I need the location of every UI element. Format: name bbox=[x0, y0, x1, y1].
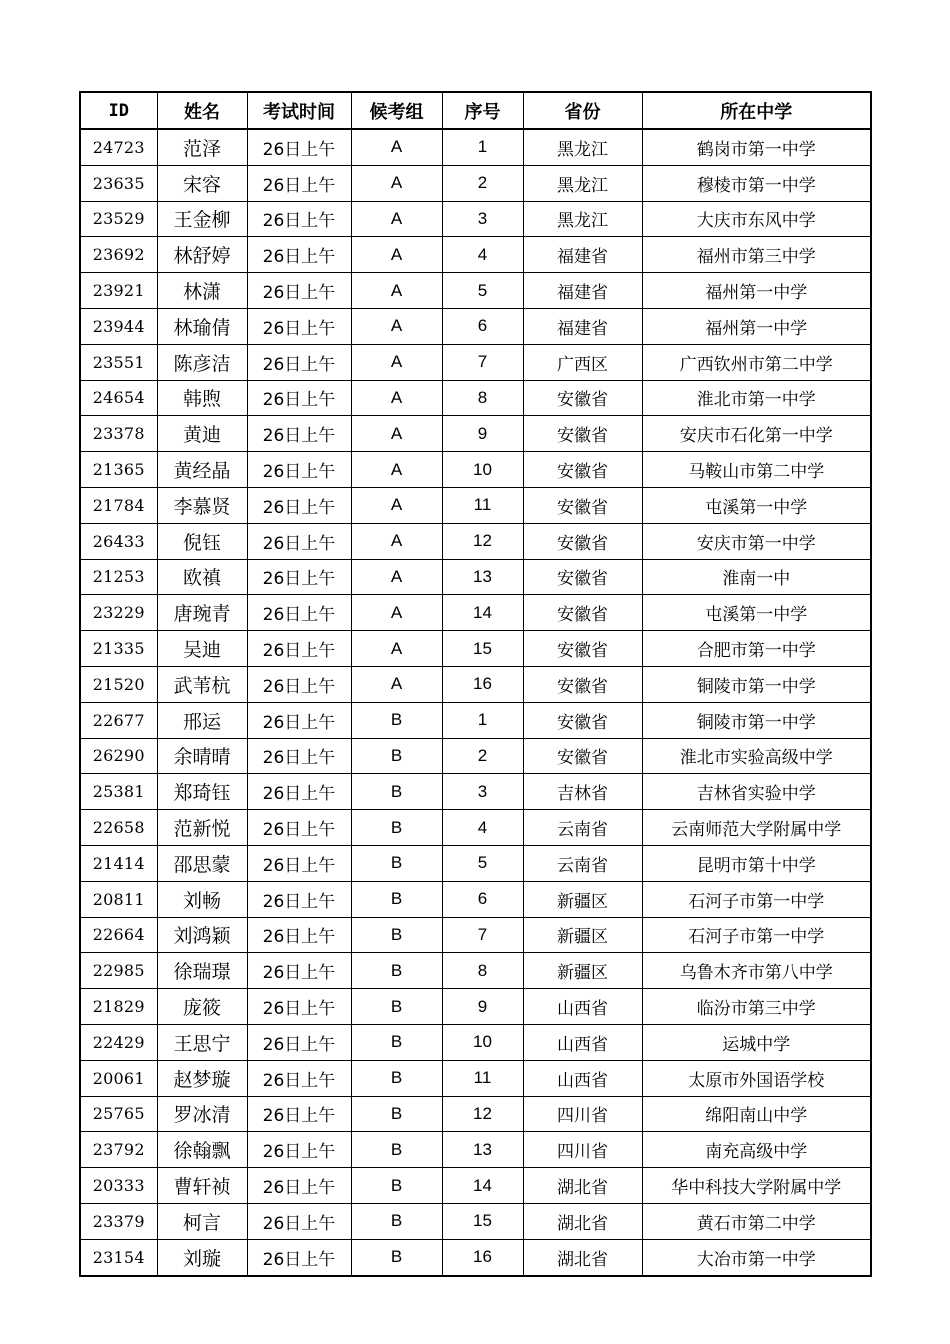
cell-waiting-group: B bbox=[351, 1024, 442, 1060]
cell-id: 25765 bbox=[80, 1096, 157, 1132]
cell-waiting-group: B bbox=[351, 953, 442, 989]
cell-waiting-group: A bbox=[351, 129, 442, 165]
table-row bbox=[80, 774, 871, 810]
header-id: ID bbox=[80, 92, 157, 129]
cell-sequence: 10 bbox=[442, 452, 523, 488]
cell-province: 安徽省 bbox=[523, 487, 642, 523]
cell-waiting-group: A bbox=[351, 273, 442, 309]
cell-school: 石河子市第一中学 bbox=[642, 881, 871, 917]
table-row bbox=[80, 344, 871, 380]
table-header bbox=[80, 92, 871, 129]
cell-waiting-group: B bbox=[351, 1096, 442, 1132]
cell-school: 安庆市石化第一中学 bbox=[642, 416, 871, 452]
cell-province: 安徽省 bbox=[523, 416, 642, 452]
cell-waiting-group: B bbox=[351, 1168, 442, 1204]
cell-name: 林潇 bbox=[157, 273, 247, 309]
header-province: 省份 bbox=[523, 92, 642, 129]
cell-school: 安庆市第一中学 bbox=[642, 523, 871, 559]
cell-school: 广西钦州市第二中学 bbox=[642, 344, 871, 380]
cell-province: 山西省 bbox=[523, 989, 642, 1025]
cell-id: 20333 bbox=[80, 1168, 157, 1204]
cell-sequence: 7 bbox=[442, 344, 523, 380]
cell-exam-time: 26日上午 bbox=[247, 523, 351, 559]
cell-id: 23529 bbox=[80, 201, 157, 237]
cell-exam-time: 26日上午 bbox=[247, 1168, 351, 1204]
cell-waiting-group: B bbox=[351, 1060, 442, 1096]
cell-exam-time: 26日上午 bbox=[247, 881, 351, 917]
cell-sequence: 6 bbox=[442, 881, 523, 917]
cell-id: 23692 bbox=[80, 237, 157, 273]
cell-sequence: 13 bbox=[442, 559, 523, 595]
cell-exam-time: 26日上午 bbox=[247, 452, 351, 488]
cell-school: 乌鲁木齐市第八中学 bbox=[642, 953, 871, 989]
header-exam-time: 考试时间 bbox=[247, 92, 351, 129]
cell-id: 21829 bbox=[80, 989, 157, 1025]
cell-sequence: 13 bbox=[442, 1132, 523, 1168]
cell-waiting-group: A bbox=[351, 595, 442, 631]
cell-sequence: 6 bbox=[442, 308, 523, 344]
cell-sequence: 11 bbox=[442, 487, 523, 523]
cell-exam-time: 26日上午 bbox=[247, 774, 351, 810]
cell-name: 刘璇 bbox=[157, 1239, 247, 1275]
cell-exam-time: 26日上午 bbox=[247, 1132, 351, 1168]
cell-exam-time: 26日上午 bbox=[247, 273, 351, 309]
cell-waiting-group: A bbox=[351, 380, 442, 416]
cell-province: 四川省 bbox=[523, 1096, 642, 1132]
table-row bbox=[80, 1060, 871, 1096]
table-row bbox=[80, 129, 871, 165]
exam-roster-table bbox=[79, 91, 872, 1277]
cell-exam-time: 26日上午 bbox=[247, 380, 351, 416]
cell-waiting-group: B bbox=[351, 810, 442, 846]
header-sequence: 序号 bbox=[442, 92, 523, 129]
cell-exam-time: 26日上午 bbox=[247, 738, 351, 774]
cell-school: 穆棱市第一中学 bbox=[642, 165, 871, 201]
table-row bbox=[80, 487, 871, 523]
table-row bbox=[80, 201, 871, 237]
cell-school: 淮南一中 bbox=[642, 559, 871, 595]
table-row bbox=[80, 1239, 871, 1275]
cell-name: 邢运 bbox=[157, 702, 247, 738]
cell-sequence: 15 bbox=[442, 631, 523, 667]
cell-waiting-group: A bbox=[351, 559, 442, 595]
cell-province: 四川省 bbox=[523, 1132, 642, 1168]
cell-sequence: 7 bbox=[442, 917, 523, 953]
cell-province: 黑龙江 bbox=[523, 165, 642, 201]
cell-id: 20061 bbox=[80, 1060, 157, 1096]
cell-exam-time: 26日上午 bbox=[247, 129, 351, 165]
cell-name: 吴迪 bbox=[157, 631, 247, 667]
cell-province: 安徽省 bbox=[523, 631, 642, 667]
cell-waiting-group: B bbox=[351, 881, 442, 917]
cell-sequence: 8 bbox=[442, 953, 523, 989]
cell-exam-time: 26日上午 bbox=[247, 810, 351, 846]
cell-name: 徐瑞璟 bbox=[157, 953, 247, 989]
cell-province: 福建省 bbox=[523, 273, 642, 309]
header-name: 姓名 bbox=[157, 92, 247, 129]
cell-school: 太原市外国语学校 bbox=[642, 1060, 871, 1096]
table-row bbox=[80, 666, 871, 702]
cell-id: 21520 bbox=[80, 666, 157, 702]
cell-province: 黑龙江 bbox=[523, 129, 642, 165]
cell-name: 徐翰飘 bbox=[157, 1132, 247, 1168]
cell-sequence: 15 bbox=[442, 1203, 523, 1239]
cell-province: 安徽省 bbox=[523, 523, 642, 559]
cell-waiting-group: B bbox=[351, 989, 442, 1025]
cell-name: 韩煦 bbox=[157, 380, 247, 416]
cell-exam-time: 26日上午 bbox=[247, 953, 351, 989]
cell-sequence: 9 bbox=[442, 416, 523, 452]
cell-waiting-group: B bbox=[351, 738, 442, 774]
cell-id: 20811 bbox=[80, 881, 157, 917]
table-row bbox=[80, 1168, 871, 1204]
table-row bbox=[80, 845, 871, 881]
cell-waiting-group: B bbox=[351, 845, 442, 881]
cell-id: 23551 bbox=[80, 344, 157, 380]
table-row bbox=[80, 953, 871, 989]
cell-waiting-group: B bbox=[351, 774, 442, 810]
cell-id: 21365 bbox=[80, 452, 157, 488]
cell-sequence: 4 bbox=[442, 237, 523, 273]
cell-school: 南充高级中学 bbox=[642, 1132, 871, 1168]
cell-name: 余晴晴 bbox=[157, 738, 247, 774]
cell-name: 邵思蒙 bbox=[157, 845, 247, 881]
cell-province: 福建省 bbox=[523, 308, 642, 344]
cell-name: 宋容 bbox=[157, 165, 247, 201]
cell-id: 21253 bbox=[80, 559, 157, 595]
cell-school: 华中科技大学附属中学 bbox=[642, 1168, 871, 1204]
cell-province: 安徽省 bbox=[523, 738, 642, 774]
table-row bbox=[80, 416, 871, 452]
cell-exam-time: 26日上午 bbox=[247, 487, 351, 523]
cell-province: 安徽省 bbox=[523, 380, 642, 416]
cell-exam-time: 26日上午 bbox=[247, 308, 351, 344]
cell-province: 山西省 bbox=[523, 1024, 642, 1060]
cell-id: 23379 bbox=[80, 1203, 157, 1239]
table-row bbox=[80, 559, 871, 595]
cell-exam-time: 26日上午 bbox=[247, 989, 351, 1025]
cell-school: 绵阳南山中学 bbox=[642, 1096, 871, 1132]
table-row bbox=[80, 1096, 871, 1132]
cell-id: 23378 bbox=[80, 416, 157, 452]
cell-exam-time: 26日上午 bbox=[247, 1203, 351, 1239]
table-row bbox=[80, 1024, 871, 1060]
cell-id: 25381 bbox=[80, 774, 157, 810]
cell-name: 武苇杭 bbox=[157, 666, 247, 702]
cell-exam-time: 26日上午 bbox=[247, 559, 351, 595]
cell-waiting-group: A bbox=[351, 523, 442, 559]
cell-sequence: 5 bbox=[442, 273, 523, 309]
cell-exam-time: 26日上午 bbox=[247, 666, 351, 702]
cell-sequence: 16 bbox=[442, 666, 523, 702]
cell-waiting-group: B bbox=[351, 1132, 442, 1168]
cell-exam-time: 26日上午 bbox=[247, 595, 351, 631]
cell-id: 23229 bbox=[80, 595, 157, 631]
cell-waiting-group: A bbox=[351, 416, 442, 452]
cell-sequence: 1 bbox=[442, 702, 523, 738]
table-row bbox=[80, 308, 871, 344]
cell-school: 吉林省实验中学 bbox=[642, 774, 871, 810]
cell-school: 石河子市第一中学 bbox=[642, 917, 871, 953]
cell-waiting-group: A bbox=[351, 452, 442, 488]
cell-id: 26290 bbox=[80, 738, 157, 774]
cell-sequence: 3 bbox=[442, 774, 523, 810]
table-row bbox=[80, 738, 871, 774]
cell-school: 福州第一中学 bbox=[642, 308, 871, 344]
cell-sequence: 5 bbox=[442, 845, 523, 881]
table-row bbox=[80, 165, 871, 201]
cell-name: 曹轩祯 bbox=[157, 1168, 247, 1204]
cell-id: 23635 bbox=[80, 165, 157, 201]
cell-school: 淮北市第一中学 bbox=[642, 380, 871, 416]
cell-province: 云南省 bbox=[523, 845, 642, 881]
cell-school: 屯溪第一中学 bbox=[642, 595, 871, 631]
cell-school: 昆明市第十中学 bbox=[642, 845, 871, 881]
cell-exam-time: 26日上午 bbox=[247, 1024, 351, 1060]
table-row bbox=[80, 273, 871, 309]
cell-school: 黄石市第二中学 bbox=[642, 1203, 871, 1239]
cell-name: 黄经晶 bbox=[157, 452, 247, 488]
cell-sequence: 14 bbox=[442, 1168, 523, 1204]
header-school: 所在中学 bbox=[642, 92, 871, 129]
cell-id: 22985 bbox=[80, 953, 157, 989]
cell-province: 广西区 bbox=[523, 344, 642, 380]
cell-school: 合肥市第一中学 bbox=[642, 631, 871, 667]
cell-id: 21335 bbox=[80, 631, 157, 667]
cell-name: 刘鸿颖 bbox=[157, 917, 247, 953]
cell-school: 云南师范大学附属中学 bbox=[642, 810, 871, 846]
cell-id: 21414 bbox=[80, 845, 157, 881]
cell-sequence: 10 bbox=[442, 1024, 523, 1060]
table-row bbox=[80, 595, 871, 631]
table-row bbox=[80, 917, 871, 953]
cell-exam-time: 26日上午 bbox=[247, 917, 351, 953]
cell-name: 王思宁 bbox=[157, 1024, 247, 1060]
table-row bbox=[80, 523, 871, 559]
cell-id: 26433 bbox=[80, 523, 157, 559]
cell-exam-time: 26日上午 bbox=[247, 1060, 351, 1096]
cell-sequence: 2 bbox=[442, 165, 523, 201]
cell-province: 新疆区 bbox=[523, 917, 642, 953]
cell-province: 湖北省 bbox=[523, 1239, 642, 1275]
cell-sequence: 4 bbox=[442, 810, 523, 846]
cell-waiting-group: A bbox=[351, 201, 442, 237]
cell-name: 柯言 bbox=[157, 1203, 247, 1239]
cell-province: 安徽省 bbox=[523, 595, 642, 631]
table-row bbox=[80, 989, 871, 1025]
cell-id: 23944 bbox=[80, 308, 157, 344]
cell-exam-time: 26日上午 bbox=[247, 845, 351, 881]
cell-name: 王金柳 bbox=[157, 201, 247, 237]
cell-name: 范泽 bbox=[157, 129, 247, 165]
cell-province: 安徽省 bbox=[523, 559, 642, 595]
cell-waiting-group: A bbox=[351, 631, 442, 667]
cell-province: 湖北省 bbox=[523, 1168, 642, 1204]
cell-exam-time: 26日上午 bbox=[247, 1096, 351, 1132]
cell-sequence: 16 bbox=[442, 1239, 523, 1275]
cell-exam-time: 26日上午 bbox=[247, 201, 351, 237]
cell-name: 赵梦璇 bbox=[157, 1060, 247, 1096]
cell-exam-time: 26日上午 bbox=[247, 237, 351, 273]
cell-school: 大庆市东风中学 bbox=[642, 201, 871, 237]
cell-province: 湖北省 bbox=[523, 1203, 642, 1239]
cell-waiting-group: A bbox=[351, 237, 442, 273]
cell-sequence: 14 bbox=[442, 595, 523, 631]
cell-exam-time: 26日上午 bbox=[247, 416, 351, 452]
cell-province: 安徽省 bbox=[523, 702, 642, 738]
table-row bbox=[80, 881, 871, 917]
cell-waiting-group: A bbox=[351, 344, 442, 380]
cell-school: 鹤岗市第一中学 bbox=[642, 129, 871, 165]
cell-sequence: 1 bbox=[442, 129, 523, 165]
table-row bbox=[80, 810, 871, 846]
cell-school: 屯溪第一中学 bbox=[642, 487, 871, 523]
cell-province: 安徽省 bbox=[523, 666, 642, 702]
cell-school: 大冶市第一中学 bbox=[642, 1239, 871, 1275]
cell-sequence: 11 bbox=[442, 1060, 523, 1096]
cell-sequence: 3 bbox=[442, 201, 523, 237]
cell-province: 新疆区 bbox=[523, 953, 642, 989]
cell-sequence: 9 bbox=[442, 989, 523, 1025]
cell-waiting-group: A bbox=[351, 666, 442, 702]
cell-province: 福建省 bbox=[523, 237, 642, 273]
cell-sequence: 12 bbox=[442, 1096, 523, 1132]
table-row bbox=[80, 452, 871, 488]
cell-province: 山西省 bbox=[523, 1060, 642, 1096]
cell-id: 23154 bbox=[80, 1239, 157, 1275]
cell-province: 安徽省 bbox=[523, 452, 642, 488]
cell-name: 陈彦洁 bbox=[157, 344, 247, 380]
cell-exam-time: 26日上午 bbox=[247, 165, 351, 201]
cell-name: 林瑜倩 bbox=[157, 308, 247, 344]
cell-waiting-group: B bbox=[351, 702, 442, 738]
cell-name: 倪钰 bbox=[157, 523, 247, 559]
cell-waiting-group: A bbox=[351, 308, 442, 344]
header-row bbox=[80, 92, 871, 129]
cell-waiting-group: B bbox=[351, 1239, 442, 1275]
cell-exam-time: 26日上午 bbox=[247, 702, 351, 738]
cell-name: 李慕贤 bbox=[157, 487, 247, 523]
cell-name: 欧禛 bbox=[157, 559, 247, 595]
cell-province: 吉林省 bbox=[523, 774, 642, 810]
table-body bbox=[80, 129, 871, 1276]
cell-school: 马鞍山市第二中学 bbox=[642, 452, 871, 488]
cell-name: 黄迪 bbox=[157, 416, 247, 452]
table-row bbox=[80, 1132, 871, 1168]
cell-school: 铜陵市第一中学 bbox=[642, 666, 871, 702]
cell-exam-time: 26日上午 bbox=[247, 1239, 351, 1275]
cell-province: 黑龙江 bbox=[523, 201, 642, 237]
cell-sequence: 12 bbox=[442, 523, 523, 559]
table-row bbox=[80, 702, 871, 738]
cell-id: 22677 bbox=[80, 702, 157, 738]
table-row bbox=[80, 237, 871, 273]
cell-id: 22658 bbox=[80, 810, 157, 846]
cell-school: 运城中学 bbox=[642, 1024, 871, 1060]
table-row bbox=[80, 631, 871, 667]
cell-name: 刘畅 bbox=[157, 881, 247, 917]
cell-id: 23792 bbox=[80, 1132, 157, 1168]
cell-school: 福州市第三中学 bbox=[642, 237, 871, 273]
cell-exam-time: 26日上午 bbox=[247, 344, 351, 380]
cell-waiting-group: B bbox=[351, 1203, 442, 1239]
cell-school: 淮北市实验高级中学 bbox=[642, 738, 871, 774]
cell-name: 庞筱 bbox=[157, 989, 247, 1025]
cell-name: 范新悦 bbox=[157, 810, 247, 846]
table-row bbox=[80, 380, 871, 416]
table-row bbox=[80, 1203, 871, 1239]
cell-sequence: 8 bbox=[442, 380, 523, 416]
cell-waiting-group: A bbox=[351, 165, 442, 201]
cell-school: 福州第一中学 bbox=[642, 273, 871, 309]
cell-name: 郑琦钰 bbox=[157, 774, 247, 810]
header-waiting-group: 候考组 bbox=[351, 92, 442, 129]
cell-id: 22429 bbox=[80, 1024, 157, 1060]
cell-sequence: 2 bbox=[442, 738, 523, 774]
cell-waiting-group: A bbox=[351, 487, 442, 523]
cell-name: 罗冰清 bbox=[157, 1096, 247, 1132]
cell-school: 临汾市第三中学 bbox=[642, 989, 871, 1025]
cell-province: 新疆区 bbox=[523, 881, 642, 917]
cell-id: 23921 bbox=[80, 273, 157, 309]
cell-province: 云南省 bbox=[523, 810, 642, 846]
cell-id: 24723 bbox=[80, 129, 157, 165]
cell-id: 22664 bbox=[80, 917, 157, 953]
cell-id: 24654 bbox=[80, 380, 157, 416]
cell-school: 铜陵市第一中学 bbox=[642, 702, 871, 738]
cell-name: 林舒婷 bbox=[157, 237, 247, 273]
cell-name: 唐琬青 bbox=[157, 595, 247, 631]
cell-exam-time: 26日上午 bbox=[247, 631, 351, 667]
cell-id: 21784 bbox=[80, 487, 157, 523]
cell-waiting-group: B bbox=[351, 917, 442, 953]
